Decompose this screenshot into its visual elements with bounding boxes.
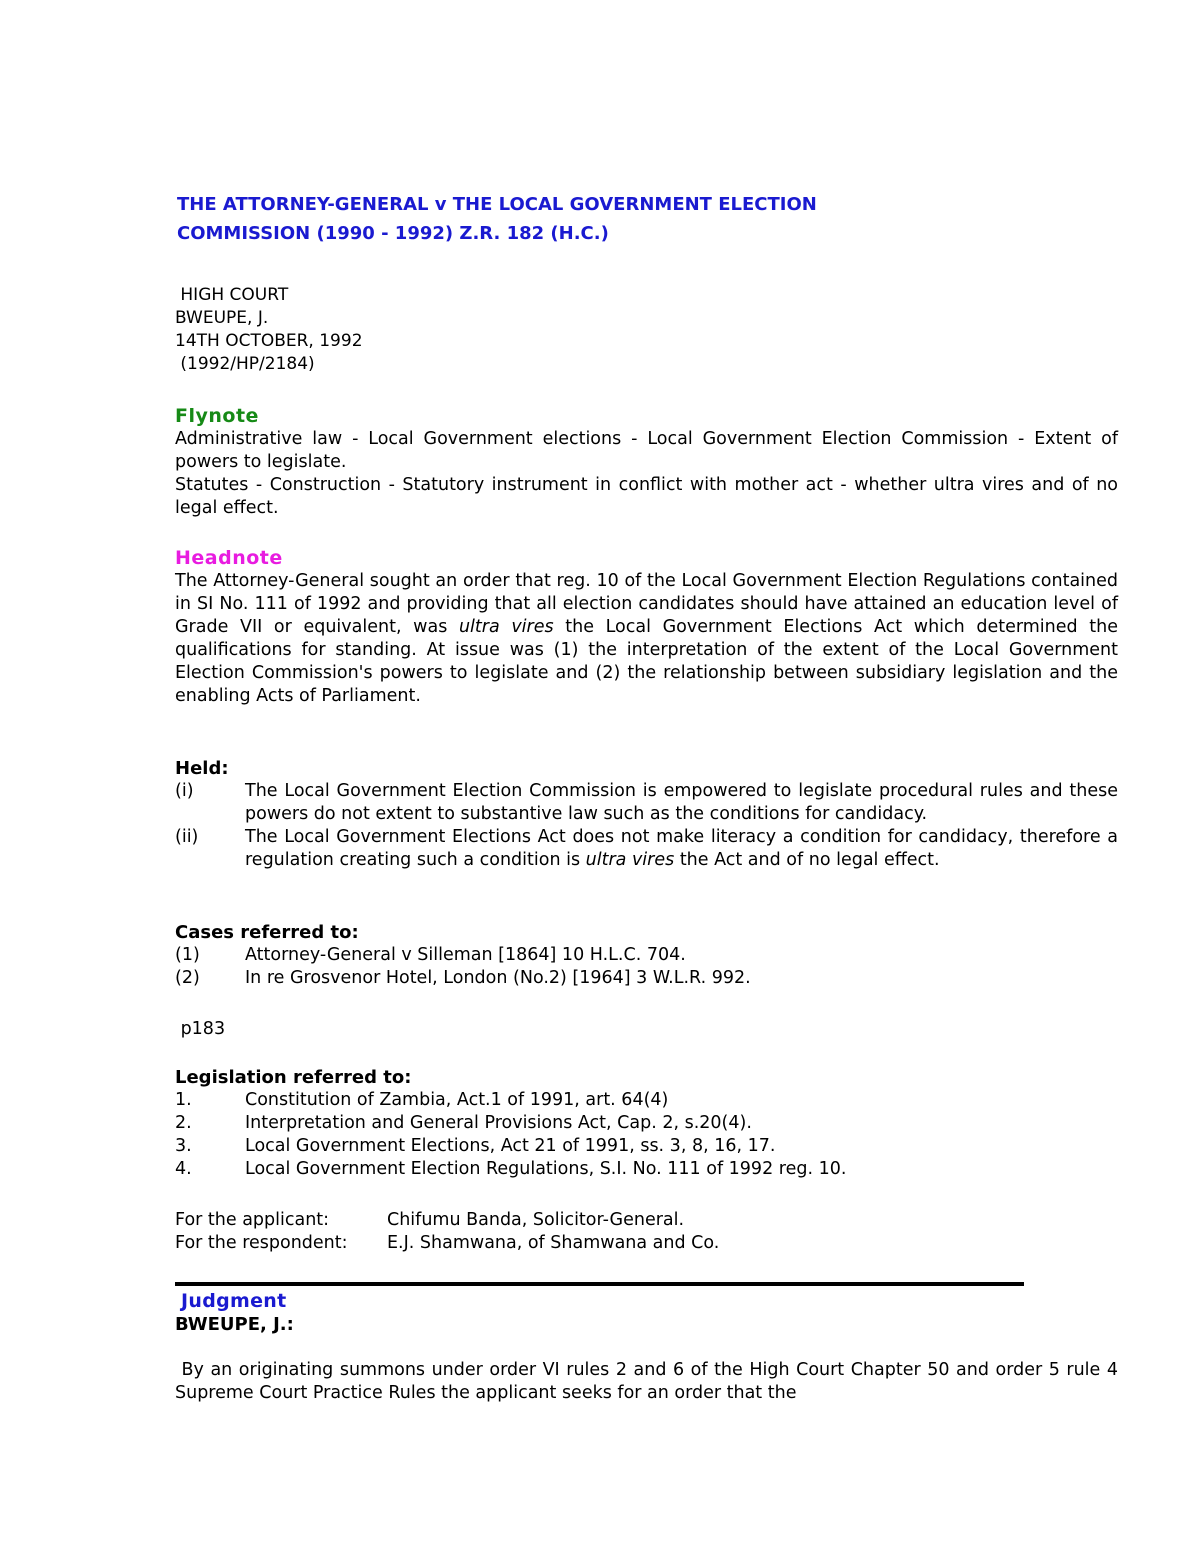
held-item (175, 826, 1118, 872)
held-item-italic: ultra vires (585, 850, 675, 870)
headnote-text (175, 570, 1118, 708)
flynote-heading: Flynote (175, 405, 259, 427)
legislation-item (175, 1135, 1118, 1158)
headnote-text-part-1: The Attorney-General sought an order that reg. 10 of the Local Government Election Regulations contained in SI No. 111 of 1992 and providing that all election candidates should have attained an education level of Grade VII or equivalent, was (175, 571, 1118, 637)
counsel-applicant (175, 1209, 1118, 1232)
judge-name: BWEUPE, J. (175, 308, 269, 328)
cases-section (175, 921, 1118, 990)
held-item-text-part-1: The Local Government Elections Act does not make literacy a condition for candidacy, therefore a regulation creating such a condition is (245, 827, 1118, 870)
headnote-italic: ultra vires (458, 617, 554, 637)
legislation-heading: Legislation referred to: (175, 1067, 412, 1088)
headnote-text-part-2: the Local Government Elections Act which determined the qualifications for standing. At issue was (1) the interpretation of the extent of the Local Government Election Commission's powers to legislate and (2) the relationship between subsidiary legislation and the enabling Acts of Parliament. (175, 617, 1118, 706)
legislation-item-number: 4. (175, 1159, 192, 1179)
page-marker: p183 (175, 1019, 226, 1039)
legislation-item (175, 1089, 1118, 1112)
legislation-item-text: Interpretation and General Provisions Act, Cap. 2, s.20(4). (245, 1113, 752, 1133)
flynote-section (175, 405, 1118, 520)
counsel-respondent-name: E.J. Shamwana, of Shamwana and Co. (387, 1233, 720, 1253)
held-item-text: The Local Government Election Commission is empowered to legislate procedural rules and these powers do not extent to substantive law such as the conditions for candidacy. (245, 781, 1118, 824)
legislation-item-number: 1. (175, 1090, 192, 1110)
case-item-number: (2) (175, 968, 200, 988)
held-item (175, 780, 1118, 826)
case-title (177, 190, 937, 248)
legislation-item-number: 3. (175, 1136, 192, 1156)
case-item-text: Attorney-General v Silleman [1864] 10 H.L.C. 704. (245, 945, 686, 965)
counsel-applicant-label: For the applicant: (175, 1210, 330, 1230)
legislation-item (175, 1158, 1118, 1181)
judgment-heading: Judgment (181, 1290, 287, 1312)
legislation-item-text: Constitution of Zambia, Act.1 of 1991, art. 64(4) (245, 1090, 669, 1110)
judgment-section (175, 1290, 1124, 1405)
held-section (175, 757, 1118, 872)
court-name: HIGH COURT (175, 285, 289, 305)
legislation-section (175, 1066, 1118, 1181)
flynote-line-2: Statutes - Construction - Statutory instrument in conflict with mother act - whether ultra vires and of no legal effect. (175, 475, 1118, 518)
held-item-text-part-2: the Act and of no legal effect. (674, 850, 940, 870)
judgment-date: 14TH OCTOBER, 1992 (175, 331, 363, 351)
cases-heading: Cases referred to: (175, 922, 359, 943)
held-item-number: (ii) (175, 827, 199, 847)
case-item (175, 944, 1118, 967)
headnote-section (175, 547, 1118, 708)
case-meta (175, 284, 363, 376)
counsel-respondent-label: For the respondent: (175, 1233, 348, 1253)
legislation-item-number: 2. (175, 1113, 192, 1133)
legislation-item (175, 1112, 1118, 1135)
case-number: (1992/HP/2184) (175, 354, 315, 374)
counsel-applicant-name: Chifumu Banda, Solicitor-General. (387, 1210, 685, 1230)
legislation-item-text: Local Government Election Regulations, S.I. No. 111 of 1992 reg. 10. (245, 1159, 847, 1179)
judgment-judge: BWEUPE, J.: (175, 1314, 294, 1335)
held-item-number: (i) (175, 781, 194, 801)
held-heading: Held: (175, 758, 229, 779)
headnote-heading: Headnote (175, 547, 283, 569)
case-title-line-1: THE ATTORNEY-GENERAL v THE LOCAL GOVERNMENT ELECTION (177, 194, 817, 215)
legislation-item-text: Local Government Elections, Act 21 of 1991, ss. 3, 8, 16, 17. (245, 1136, 776, 1156)
counsel-respondent (175, 1232, 1118, 1255)
case-item-number: (1) (175, 945, 200, 965)
held-item-text (245, 826, 1118, 872)
case-title-line-2: COMMISSION (1990 - 1992) Z.R. 182 (H.C.) (177, 223, 609, 244)
flynote-line-1: Administrative law - Local Government elections - Local Government Election Commission - Extent of powers to legislate. (175, 429, 1118, 472)
judgment-divider (175, 1282, 1024, 1286)
case-item (175, 967, 1118, 990)
judgment-text: By an originating summons under order VI rules 2 and 6 of the High Court Chapter 50 and order 5 rule 4 Supreme Court Practice Rules the applicant seeks for an order that the (175, 1360, 1124, 1403)
case-item-text: In re Grosvenor Hotel, London (No.2) [1964] 3 W.L.R. 992. (245, 968, 751, 988)
counsel-section (175, 1209, 1118, 1255)
